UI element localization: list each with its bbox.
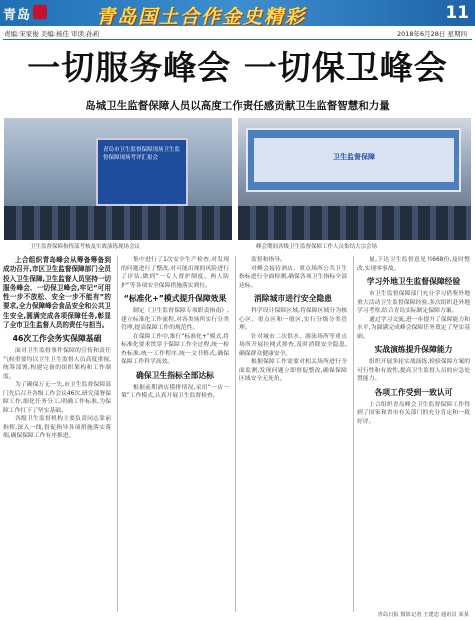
masthead-banner [0,0,475,26]
editor-credits: 责编:宋家俊 美编:杨佳 审读:孙莉 [4,30,100,38]
section-heading: 消除城市进行安全隐患 [254,294,332,303]
photo-caption-right: 峰会期间各级卫生监督保障工作人员集结大宗会场 [256,244,378,250]
section-heading: “标准化+”模式提升保障效果 [123,294,227,303]
audience-silhouettes [4,206,232,240]
display-wall [246,128,461,192]
body-paragraph: 监督和指导。 [251,257,286,263]
photo-meeting [4,118,232,240]
text-column-4 [357,256,470,426]
byline-footer: 青岛日报 摄影记者 王建忠 通讯员 某某 [377,612,469,618]
body-paragraph: 各级卫生监督机构主要负责同志靠前指挥,深入一线,督促指导各项措施落实落细,确保保障工作有序推进。 [3,416,111,440]
column-divider [235,256,236,612]
column-divider [353,256,354,612]
newspaper-logo: 青岛 [3,8,32,23]
body-paragraph: 针对城市二次供水、游泳场所等重点场所开展拉网式排查,及时消除安全隐患,确保群众健康安全。 [239,333,347,357]
subheadline: 岛城卫生监督保障人员以高度工作责任感贡献卫生监督智慧和力量 [85,100,390,112]
body-paragraph: 为了确保万无一失,市卫生监督保障部门先后召开各级工作会议46次,研究部署保障工作,细化任务分工,明确工作标准,为保障工作打下了坚实基础。 [3,382,111,414]
text-column-1 [3,256,111,441]
logo-seal-icon [33,5,47,19]
body-paragraph: 制定《卫生监督保障专项职责指南》,建立标准化工作流程,对各类场所实行分类管理,提高保障工作的规范性。 [121,308,229,331]
section-heading: 学习外地卫生监督保障经验 [366,277,461,286]
section-heading: 46次工作会务实保障基础 [12,334,102,344]
body-paragraph: 上合组织青岛峰会卫生监督保障工作得到了国家和省市有关部门的充分肯定和一致好评。 [357,401,470,425]
body-paragraph: 市卫生监督保障部门充分学习借鉴外地重大活动卫生监督保障经验,多次组织赴外地学习考察,结合青岛实际制定保障方案。 [357,291,470,314]
column-divider [117,256,118,612]
section-heading: 实战演练提升保障能力 [374,345,453,354]
issue-date: 2018年6月28日 星期四 [396,30,467,38]
body-paragraph: 科学设计保障区域,将保障区域分为核心区、重点区和一般区,实行分级分类管理。 [239,308,347,331]
staff-silhouettes [238,206,471,240]
section-heading: 确保卫生指标全部达标 [136,370,214,380]
wall-text: 卫生监督保障 [333,153,375,161]
section-banner-title: 青岛国土合作金史精彩 [96,6,307,28]
body-paragraph: 根据前期酒店摸排情况,采用“一店一策”工作模式,认真开展卫生监督检查。 [121,384,229,399]
body-paragraph: 面对卫生监督事件保障的宣传和责任气候重要均以卫生卫生监督人员高度重视,统筹部署,构建完备的组织架构和工作制度。 [3,348,111,380]
lead-paragraph: 上合组织青岛峰会从筹备筹备到成功召开,市区卫生监督保障部门全员投入卫生保障,卫生监督人员坚持一切服务峰会、一切保卫峰会,牢记“可用性一步不放松、安全一步不能有”的要求,全力保障峰会食品安全和公共卫生安全,圆满完成各项保障任务,彰显了全市卫生监督人员的责任与担当。 [3,256,112,330]
body-paragraph: 集中进行了1次安全生产检查,对发现的问题进行了整改,对可能出现的风险进行了评估,做到“一专人督护制度、两人防护”等各项安全保障措施落实到位。 [121,257,229,289]
text-column-2 [121,256,229,401]
projection-screen [96,138,188,206]
screen-text: 青岛市卫生监督保障现场卫生监督保障现场考评汇报会 [103,147,181,161]
body-paragraph: 根据保障工作需要对相关场所进行全面监测,发现问题立即督促整改,确保保障区域安全无死角。 [239,359,347,382]
body-paragraph: 在保障工作中,推行“标准化+”模式,将标准化要求贯穿于保障工作全过程,统一检查标准,统一工作程序,统一文书格式,确保保障工作科学高效。 [121,333,229,365]
section-heading: 各项工作受到一致认可 [374,387,453,397]
page-number: 11 [445,3,469,23]
photo-caption-left: 卫生监督保障指挥部考核及实战演练现场会议 [30,244,141,250]
headline: 一切服务峰会 一切保卫峰会 [27,48,448,87]
body-paragraph: 对峰会接待酒店、重点场所公共卫生指标进行全面检测,确保各项卫生指标全部达标。 [239,265,347,289]
body-paragraph: 组织开展多轮实战演练,检验保障方案的可行性和有效性,提高卫生监督人员的应急处置能力。 [357,359,470,382]
body-paragraph: 通过学习交流,进一步提升了保障能力和水平,为圆满完成峰会保障任务奠定了坚实基础。 [357,316,470,340]
body-paragraph: 量,下达卫生监督意见书668份,及时整改,实现零事故。 [357,257,470,272]
text-column-3 [239,256,347,384]
header-divider [3,39,472,40]
photo-staff-assembly [238,118,471,240]
